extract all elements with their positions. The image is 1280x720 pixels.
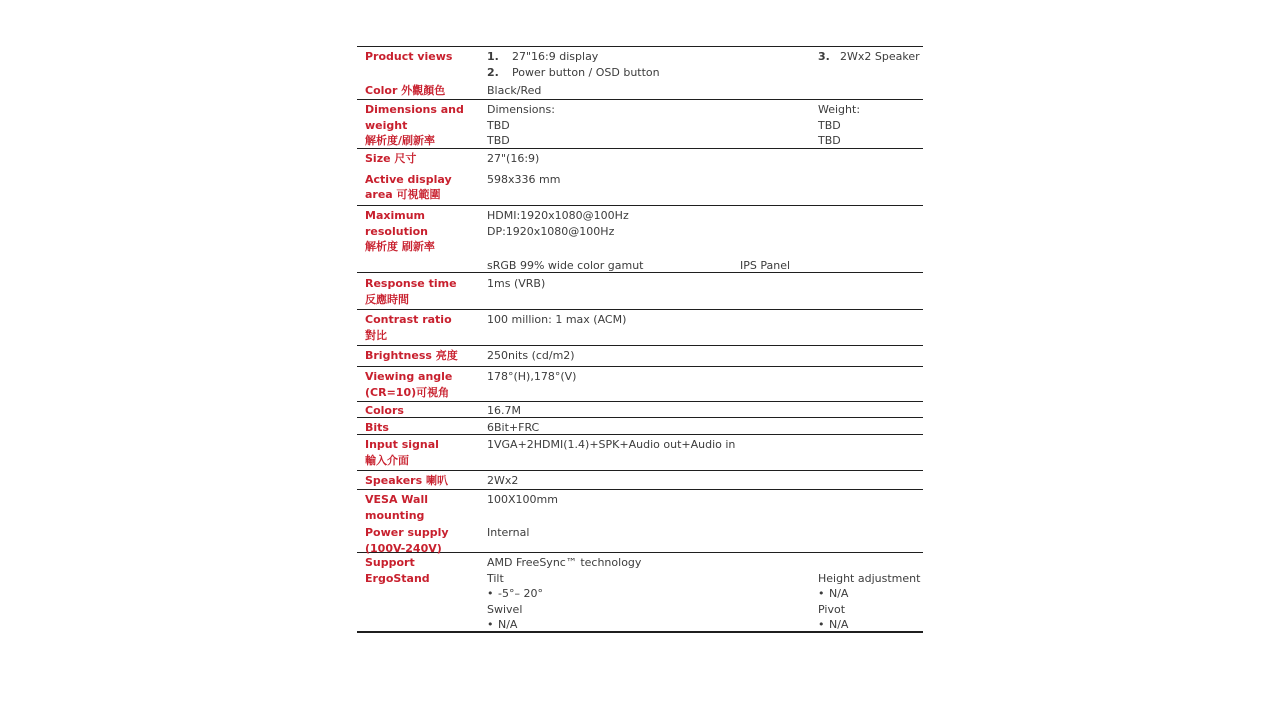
ergostand-swivel-value: N/A [498, 618, 518, 631]
ergostand-height-title: Height adjustment [818, 571, 921, 585]
value-panel-type: IPS Panel [740, 258, 791, 272]
ergostand-height-line [818, 586, 923, 602]
label-line: 輸入介面 [365, 453, 409, 467]
value-support-ergostand-right [815, 555, 923, 633]
ergostand-height-value: N/A [829, 587, 849, 600]
label-line: area 可視範圍 [365, 188, 441, 201]
row-label-vesa [357, 492, 487, 523]
list-number: 1. [487, 50, 499, 63]
label-line: 對比 [365, 328, 387, 342]
value-power-supply: Internal [487, 526, 530, 539]
product-views-list-right [815, 49, 923, 65]
row-label-color: Color 外觀顏色 [365, 84, 446, 97]
row-dimensions-weight [357, 102, 923, 149]
value-line: Weight: [818, 103, 861, 116]
product-view-item-1: 27"16:9 display [512, 50, 599, 63]
bullet-icon: • [818, 587, 825, 600]
value-speakers: 2Wx2 [487, 474, 519, 487]
label-line: Support [365, 556, 415, 569]
label-line: 反應時間 [365, 292, 409, 306]
row-label-dimensions-weight [357, 102, 487, 149]
row-max-resolution [357, 208, 923, 255]
label-line: 解析度 刷新率 [365, 240, 435, 253]
label-line: Power supply [365, 526, 449, 539]
value-color-gamut: sRGB 99% wide color gamut [487, 258, 644, 272]
label-line: (CR=10)可視角 [365, 385, 450, 399]
value-line: TBD [487, 118, 510, 132]
value-weight [815, 102, 923, 149]
value-max-resolution [487, 208, 740, 239]
row-label-input-signal [357, 437, 487, 468]
product-views-list [487, 49, 740, 80]
row-label-power-supply [357, 525, 487, 556]
label-line: Response time [365, 277, 457, 290]
section-viewing-angle [357, 366, 923, 401]
row-label-active-area [357, 172, 487, 203]
row-label-contrast-ratio [357, 312, 487, 343]
value-line: Dimensions: [487, 103, 555, 116]
ergostand-tilt-title: Tilt [487, 571, 504, 585]
label-line: resolution [365, 224, 429, 238]
section-product-views [357, 46, 923, 99]
section-vesa-power [357, 489, 923, 555]
value-contrast-ratio: 100 million: 1 max (ACM) [487, 313, 627, 326]
label-line: 解析度/刷新率 [365, 134, 436, 147]
section-speakers [357, 470, 923, 489]
row-label-response-time [357, 276, 487, 307]
row-label-bits: Bits [365, 421, 389, 434]
row-label-product-views: Product views [365, 50, 453, 63]
spacer [818, 555, 923, 571]
section-support-ergostand [357, 552, 923, 631]
ergostand-pivot-line [818, 617, 923, 633]
value-line: TBD [487, 134, 510, 147]
value-line: HDMI:1920x1080@100Hz [487, 209, 629, 222]
row-response-time [357, 276, 923, 307]
label-line: ErgoStand [365, 571, 430, 585]
section-brightness [357, 345, 923, 366]
row-label-support-ergostand [357, 555, 487, 586]
row-support-ergostand [357, 555, 923, 633]
label-line: VESA Wall [365, 493, 428, 506]
value-color: Black/Red [487, 84, 542, 97]
label-line: Maximum [365, 209, 425, 222]
section-contrast-ratio [357, 309, 923, 345]
value-line: DP:1920x1080@100Hz [487, 224, 615, 238]
label-line: (100V-240V) [365, 541, 442, 555]
row-label-speakers: Speakers 喇叭 [365, 474, 448, 487]
ergostand-pivot-title: Pivot [818, 602, 846, 616]
value-dimensions [487, 102, 740, 149]
label-line: Contrast ratio [365, 313, 452, 326]
label-line: Input signal [365, 438, 439, 451]
list-item [487, 49, 740, 65]
value-line: TBD [818, 134, 841, 147]
section-size [357, 148, 923, 205]
label-line: Dimensions and [365, 103, 464, 116]
ergostand-swivel-title: Swivel [487, 602, 523, 616]
list-item [818, 49, 923, 65]
row-size [357, 151, 923, 167]
row-vesa [357, 492, 923, 523]
row-label-brightness: Brightness 亮度 [365, 349, 458, 362]
value-bits: 6Bit+FRC [487, 421, 540, 434]
value-support-ergostand-left [487, 555, 740, 633]
row-product-views [357, 49, 923, 80]
ergostand-swivel-line [487, 617, 740, 633]
row-viewing-angle [357, 369, 923, 400]
row-label-viewing-angle [357, 369, 487, 400]
value-brightness: 250nits (cd/m2) [487, 349, 575, 362]
row-label-size: Size 尺寸 [365, 152, 417, 165]
list-item [487, 65, 740, 81]
value-active-area: 598x336 mm [487, 172, 561, 186]
row-speakers [357, 473, 923, 489]
ergostand-pivot-value: N/A [829, 618, 849, 631]
row-gamut-panel [357, 258, 923, 274]
section-max-resolution [357, 205, 923, 272]
bullet-icon: • [818, 618, 825, 631]
row-active-area [357, 172, 923, 203]
list-number: 2. [487, 65, 499, 79]
value-line: TBD [818, 118, 841, 132]
label-line: Active display [365, 172, 452, 186]
section-input-signal [357, 434, 923, 470]
bullet-icon: • [487, 618, 494, 631]
row-color [357, 83, 923, 99]
row-input-signal [357, 437, 923, 468]
section-bits [357, 417, 923, 434]
bullet-icon: • [487, 587, 494, 600]
section-dimensions-weight [357, 99, 923, 148]
value-input-signal: 1VGA+2HDMI(1.4)+SPK+Audio out+Audio in [487, 438, 736, 451]
value-size: 27"(16:9) [487, 152, 540, 165]
spec-table [357, 46, 923, 633]
list-number: 3. [818, 50, 830, 63]
label-line: Viewing angle [365, 370, 453, 383]
label-line: mounting [365, 508, 425, 522]
value-freesync: AMD FreeSync™ technology [487, 556, 642, 569]
row-label-colors: Colors [365, 404, 404, 417]
section-colors [357, 401, 923, 417]
label-line: weight [365, 118, 408, 132]
product-view-item-3: 2Wx2 Speaker [840, 50, 920, 63]
value-vesa: 100X100mm [487, 493, 558, 506]
row-label-max-resolution [357, 208, 487, 255]
value-response-time: 1ms (VRB) [487, 277, 546, 290]
row-contrast-ratio [357, 312, 923, 343]
value-colors: 16.7M [487, 404, 521, 417]
ergostand-tilt-line [487, 586, 740, 602]
row-brightness [357, 348, 923, 364]
ergostand-tilt-value: -5°– 20° [498, 587, 543, 600]
section-response-time [357, 272, 923, 309]
product-view-item-2: Power button / OSD button [512, 65, 660, 79]
value-viewing-angle: 178°(H),178°(V) [487, 370, 577, 383]
